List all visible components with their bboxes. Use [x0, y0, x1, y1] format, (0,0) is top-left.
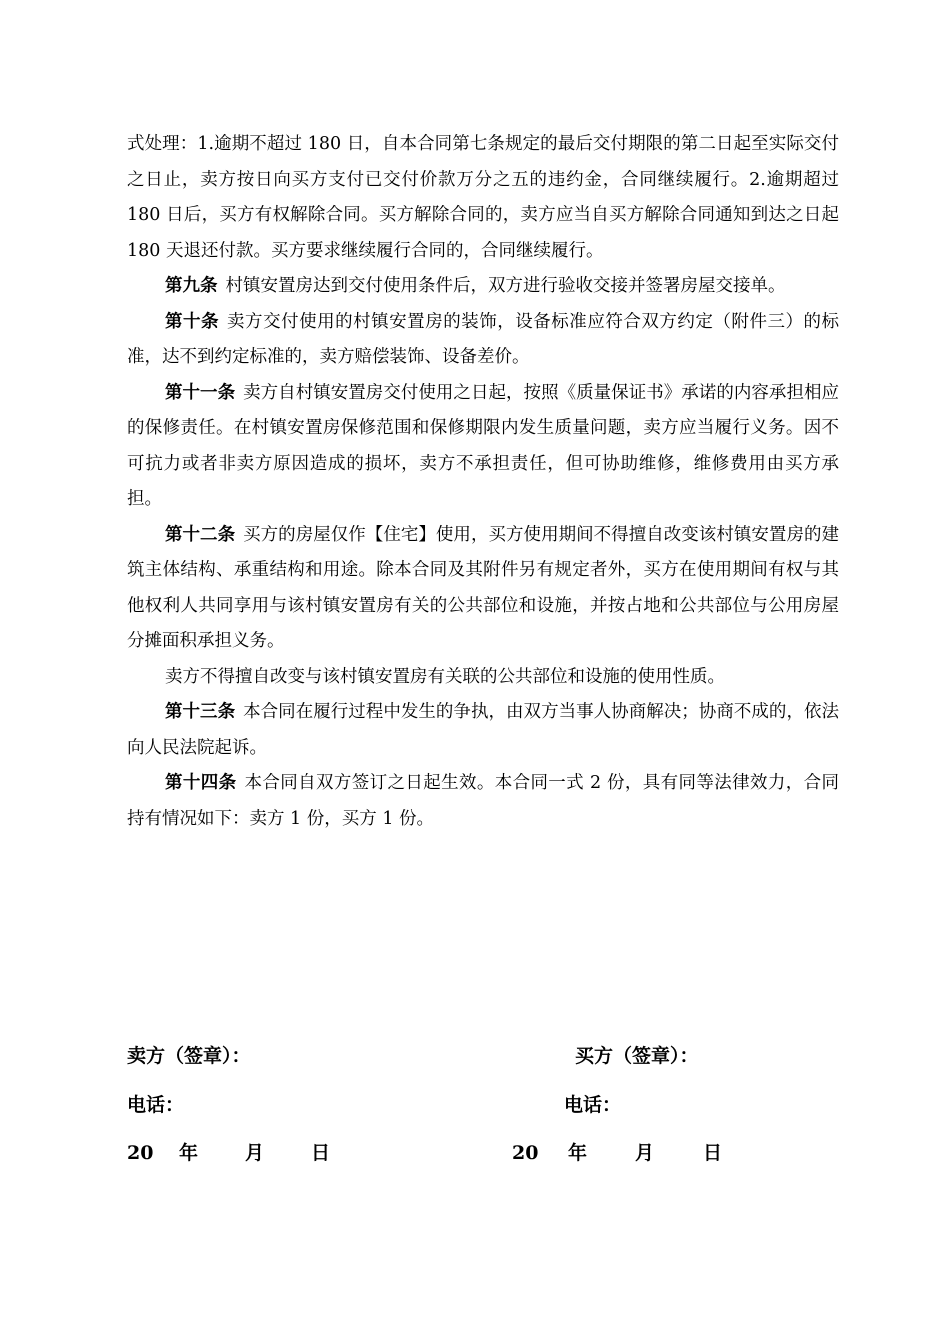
article-heading: 第十四条 [165, 773, 237, 793]
article-12-continuation [127, 660, 839, 696]
article-heading: 第十条 [165, 311, 220, 332]
paragraph-continued [127, 127, 839, 269]
buyer-date [512, 1138, 722, 1165]
article-11 [127, 376, 839, 518]
article-heading: 第十二条 [165, 524, 236, 545]
article-13 [127, 695, 839, 766]
article-9 [127, 269, 839, 305]
seller-signature-label: 卖方（签章）： [127, 1045, 251, 1067]
seller-phone-label: 电话： [127, 1094, 185, 1116]
article-text: 村镇安置房达到交付使用条件后，双方进行验收交接并签署房屋交接单。 [225, 276, 786, 296]
seller-date [127, 1138, 330, 1165]
article-heading: 第九条 [165, 276, 218, 296]
article-text: 本合同在履行过程中发生的争执，由双方当事人协商解决；协商不成的，依法向人民法院起诉。 [127, 702, 839, 758]
date-year: 年 [568, 1142, 588, 1164]
article-heading: 第十三条 [165, 702, 236, 722]
date-day: 日 [311, 1142, 331, 1164]
article-text: 本合同自双方签订之日起生效。本合同一式 2 份，具有同等法律效力，合同持有情况如下：卖方 1 份，买方 1 份。 [127, 773, 840, 829]
article-text: 卖方自村镇安置房交付使用之日起，按照《质量保证书》承诺的内容承担相应的保修责任。在村镇安置房保修范围和保修期限内发生质量问题，卖方应当履行义务。因不可抗力或者非卖方原因造成的损坏，卖方不承担责任，但可协助维修，维修费用由买方承担。 [127, 382, 839, 509]
date-century: 20 [127, 1142, 154, 1164]
article-10 [127, 305, 839, 376]
article-text: 买方的房屋仅作【住宅】使用，买方使用期间不得擅自改变该村镇安置房的建筑主体结构、承重结构和用途。除本合同及其附件另有规定者外，买方在使用期间有权与其他权利人共同享用与该村镇安置房有关的公共部位和设施，并按占地和公共部位与公用房屋分摊面积承担义务。 [127, 524, 839, 651]
buyer-phone-label: 电话： [564, 1094, 622, 1116]
paragraph-text: 式处理：1.逾期不超过 180 日，自本合同第七条规定的最后交付期限的第二日起至实际交付之日止，卖方按日向买方支付已交付价款万分之五的违约金，合同继续履行。2.逾期超过 180 日后，买方有权解除合同。买方解除合同的，卖方应当自买方解除合同通知到达之日起 180 天退还付款。买方要求继续履行合同的，合同继续履行。 [127, 134, 839, 261]
date-century: 20 [512, 1142, 539, 1164]
buyer-signature-label: 买方（签章）： [575, 1045, 699, 1067]
date-day: 日 [703, 1142, 723, 1164]
paragraph-text: 卖方不得擅自改变与该村镇安置房有关联的公共部位和设施的使用性质。 [165, 666, 725, 687]
date-month: 月 [245, 1142, 265, 1164]
date-year: 年 [179, 1142, 199, 1164]
article-heading: 第十一条 [165, 382, 236, 403]
date-month: 月 [635, 1142, 655, 1164]
article-12 [127, 518, 839, 660]
article-14 [127, 766, 839, 837]
article-text: 卖方交付使用的村镇安置房的装饰，设备标准应符合双方约定（附件三）的标准，达不到约定标准的，卖方赔偿装饰、设备差价。 [127, 311, 840, 367]
contract-body [127, 127, 839, 837]
